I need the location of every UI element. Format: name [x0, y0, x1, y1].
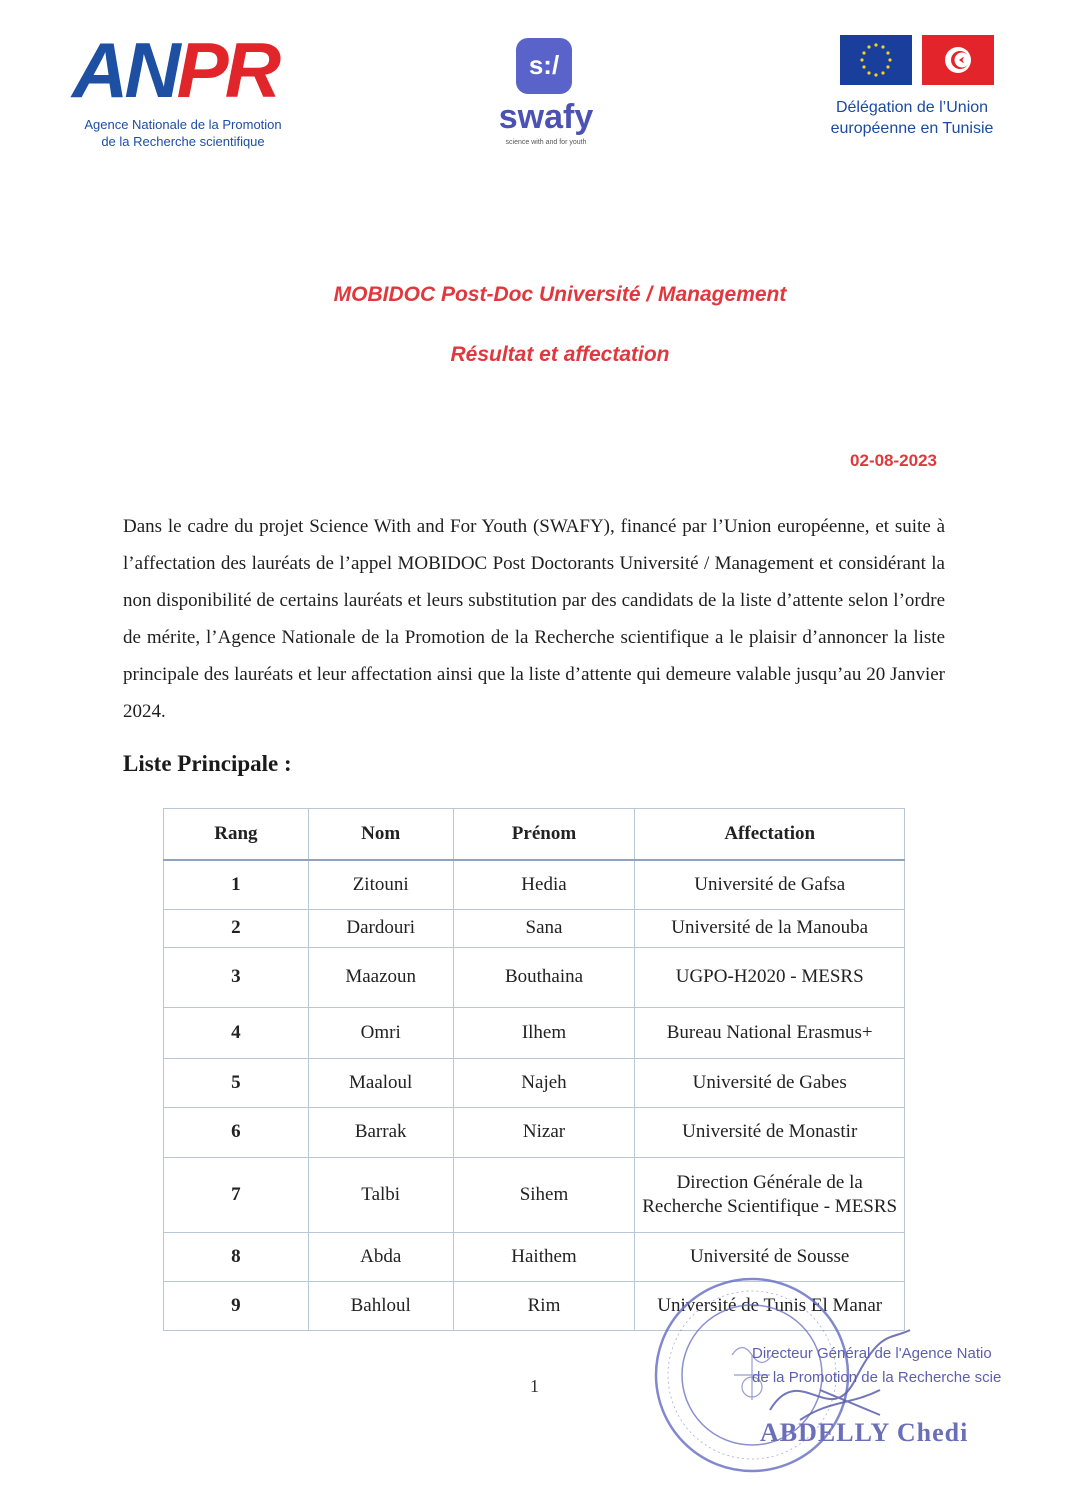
anpr-logo-caption: [68, 116, 298, 150]
anpr-logo-letters: ANPR: [72, 26, 278, 114]
swafy-name: swafy: [498, 98, 594, 136]
nom-cell: Maaloul: [308, 1058, 453, 1107]
anpr-logo: [62, 26, 302, 155]
signature-title: [752, 1342, 1002, 1390]
table-row: [164, 1107, 905, 1157]
affectation-cell: Bureau National Erasmus+: [635, 1007, 905, 1058]
prenom-cell: Bouthaina: [453, 947, 635, 1007]
prenom-cell: Sihem: [453, 1157, 635, 1232]
svg-text:s:/: s:/: [528, 50, 560, 80]
table-row: [164, 1157, 905, 1232]
rang-cell: 9: [164, 1281, 309, 1330]
anpr-name-line2: de la Recherche scientifique: [101, 134, 265, 149]
signature-line1: Directeur Général de l'Agence Natio: [752, 1345, 992, 1362]
eu-caption: [812, 97, 1012, 139]
rang-cell: 7: [164, 1157, 309, 1232]
affectation-cell: Université de Tunis El Manar: [635, 1281, 905, 1330]
intro-paragraph: Dans le cadre du projet Science With and For Youth (SWAFY), financé par l’Union européenne, et suite à l’affectation des lauréats de l’appel MOBIDOC Post Doctorants Université / Management et considérant la non disponibilité de certains lauréats et leurs substitution par des candidats de la liste d’attente selon l’ordre de mérite, l’Agence Nationale de la Promotion de la Recherche scientifique a le plaisir d’annoncer la liste principale des lauréats et leur affectation ainsi que la liste d’attente qui demeure valable jusqu’au 20 Janvier 2024.: [123, 516, 945, 722]
nom-cell: Bahloul: [308, 1281, 453, 1330]
affectation-cell: Université de Gabes: [635, 1058, 905, 1107]
column-header-nom: Nom: [308, 809, 453, 861]
rang-cell: 1: [164, 860, 309, 909]
table-row: [164, 909, 905, 947]
affectation-cell: Direction Générale de la Recherche Scientifique - MESRS: [635, 1157, 905, 1232]
rang-cell: 3: [164, 947, 309, 1007]
rang-cell: 6: [164, 1107, 309, 1157]
section-heading: Liste Principale :: [123, 751, 292, 776]
document-subtitle: Résultat et affectation: [450, 343, 670, 366]
signature-line2: de la Promotion de la Recherche scie: [752, 1369, 1002, 1386]
page-number: 1: [530, 1376, 539, 1396]
column-header-affectation: Affectation: [635, 809, 905, 861]
eu-flag-icon: [840, 35, 912, 85]
affectation-cell: Université de Sousse: [635, 1232, 905, 1281]
prenom-cell: Haithem: [453, 1232, 635, 1281]
eu-caption-line1: Délégation de l’Union: [835, 99, 989, 116]
nom-cell: Barrak: [308, 1107, 453, 1157]
swafy-tagline: science with and for youth: [505, 139, 587, 146]
rang-cell: 5: [164, 1058, 309, 1107]
swafy-icon: [516, 38, 572, 94]
signature-name: ABDELLY Chedi: [760, 1418, 969, 1447]
prenom-cell: Ilhem: [453, 1007, 635, 1058]
prenom-cell: Sana: [453, 909, 635, 947]
affectation-cell: UGPO-H2020 - MESRS: [635, 947, 905, 1007]
nom-cell: Maazoun: [308, 947, 453, 1007]
prenom-cell: Hedia: [453, 860, 635, 909]
nom-cell: Dardouri: [308, 909, 453, 947]
nom-cell: Talbi: [308, 1157, 453, 1232]
prenom-cell: Nizar: [453, 1107, 635, 1157]
prenom-cell: Rim: [453, 1281, 635, 1330]
nom-cell: Omri: [308, 1007, 453, 1058]
column-header-rang: Rang: [164, 809, 309, 861]
tunisia-flag-icon: [922, 35, 994, 85]
anpr-name-line1: Agence Nationale de la Promotion: [84, 117, 282, 132]
rang-cell: 4: [164, 1007, 309, 1058]
eu-caption-line2: européenne en Tunisie: [830, 120, 994, 137]
table-row: [164, 860, 905, 909]
eu-delegation-logo: [812, 33, 1012, 143]
nom-cell: Zitouni: [308, 860, 453, 909]
affectation-cell: Université de la Manouba: [635, 909, 905, 947]
column-header-prenom: Prénom: [453, 809, 635, 861]
rang-cell: 2: [164, 909, 309, 947]
affectation-cell: Université de Gafsa: [635, 860, 905, 909]
table-row: [164, 1058, 905, 1107]
laureates-table: [163, 808, 905, 1331]
table-row: [164, 947, 905, 1007]
nom-cell: Abda: [308, 1232, 453, 1281]
document-date: 02-08-2023: [850, 451, 937, 470]
table-row: [164, 1007, 905, 1058]
swafy-logo: [486, 38, 606, 156]
table-header-row: [164, 809, 905, 861]
document-title: MOBIDOC Post-Doc Université / Management: [333, 283, 787, 306]
rang-cell: 8: [164, 1232, 309, 1281]
affectation-cell: Université de Monastir: [635, 1107, 905, 1157]
table-row: [164, 1232, 905, 1281]
prenom-cell: Najeh: [453, 1058, 635, 1107]
